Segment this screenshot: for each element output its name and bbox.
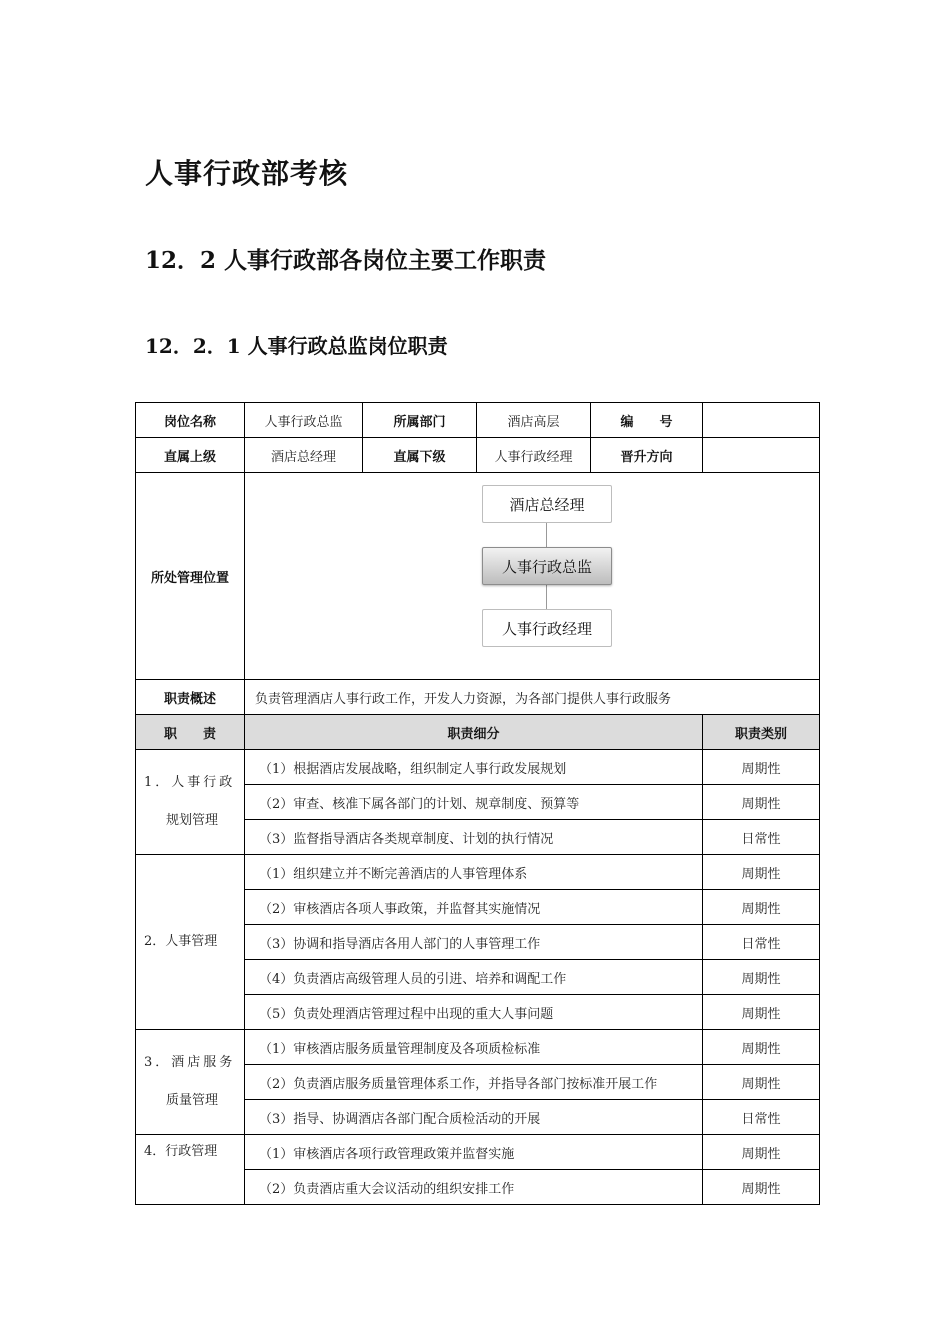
duty-group-line1: 3．酒店服务: [144, 1055, 236, 1070]
duty-group-name: [136, 1030, 245, 1135]
org-node-hr-manager: 人事行政经理: [482, 609, 612, 647]
position-row: [136, 473, 820, 680]
duty-detail: （1）审核酒店各项行政管理政策并监督实施: [245, 1135, 703, 1170]
duty-category: 周期性: [703, 785, 820, 820]
org-node-general-manager: 酒店总经理: [482, 485, 612, 523]
subsection-heading: 12．2．1 人事行政总监岗位职责: [145, 334, 448, 358]
table-row: [136, 750, 820, 785]
org-connector: [546, 521, 547, 547]
duty-group-line1: 1．人事行政: [144, 775, 236, 790]
subordinate-label: 直属下级: [363, 438, 477, 473]
org-chart-cell: [245, 473, 820, 680]
duty-group-line2: 规划管理: [166, 813, 219, 828]
duty-detail: （2）负责酒店重大会议活动的组织安排工作: [245, 1170, 703, 1205]
promotion-value: [703, 438, 820, 473]
superior-label: 直属上级: [136, 438, 245, 473]
summary-label: 职责概述: [136, 680, 245, 715]
duty-detail: （2）审核酒店各项人事政策，并监督其实施情况: [245, 890, 703, 925]
duty-header-row: [136, 715, 820, 750]
section-heading: 12．2 人事行政部各岗位主要工作职责: [145, 247, 547, 274]
code-label: 编 号: [591, 403, 703, 438]
category-header: 职责类别: [703, 715, 820, 750]
position-label: 所处管理位置: [136, 473, 245, 680]
subordinate-value: 人事行政经理: [477, 438, 591, 473]
duty-category: 周期性: [703, 995, 820, 1030]
summary-text: 负责管理酒店人事行政工作，开发人力资源，为各部门提供人事行政服务: [245, 680, 820, 715]
org-connector: [546, 583, 547, 609]
duty-group-name: [136, 750, 245, 855]
duty-table: [135, 402, 820, 1205]
duty-group-name: 4．行政管理: [136, 1135, 245, 1205]
duty-category: 周期性: [703, 1170, 820, 1205]
table-row: [136, 1030, 820, 1065]
duty-header: 职 责: [136, 715, 245, 750]
superior-value: 酒店总经理: [245, 438, 363, 473]
duty-category: 周期性: [703, 1030, 820, 1065]
duty-category: 周期性: [703, 890, 820, 925]
info-row-1: [136, 403, 820, 438]
dept-value: 酒店高层: [477, 403, 591, 438]
org-node-hr-director: 人事行政总监: [482, 547, 612, 585]
duty-category: 日常性: [703, 925, 820, 960]
duty-group-line2: 质量管理: [166, 1093, 219, 1108]
code-value: [703, 403, 820, 438]
duty-detail: （1）组织建立并不断完善酒店的人事管理体系: [245, 855, 703, 890]
duty-category: 日常性: [703, 1100, 820, 1135]
post-name-label: 岗位名称: [136, 403, 245, 438]
duty-group-name: 2．人事管理: [136, 855, 245, 1030]
post-name-value: 人事行政总监: [245, 403, 363, 438]
dept-label: 所属部门: [363, 403, 477, 438]
detail-header: 职责细分: [245, 715, 703, 750]
duty-detail: （2）审查、核准下属各部门的计划、规章制度、预算等: [245, 785, 703, 820]
duty-detail: （4）负责酒店高级管理人员的引进、培养和调配工作: [245, 960, 703, 995]
duty-category: 周期性: [703, 855, 820, 890]
table-row: [136, 1135, 820, 1170]
duty-category: 周期性: [703, 960, 820, 995]
summary-row: [136, 680, 820, 715]
duty-detail: （1）根据酒店发展战略，组织制定人事行政发展规划: [245, 750, 703, 785]
duty-category: 周期性: [703, 1135, 820, 1170]
promotion-label: 晋升方向: [591, 438, 703, 473]
table-row: [136, 855, 820, 890]
duty-detail: （5）负责处理酒店管理过程中出现的重大人事问题: [245, 995, 703, 1030]
duty-detail: （3）指导、协调酒店各部门配合质检活动的开展: [245, 1100, 703, 1135]
duty-detail: （3）协调和指导酒店各用人部门的人事管理工作: [245, 925, 703, 960]
page-title: 人事行政部考核: [145, 157, 349, 190]
duty-detail: （2）负责酒店服务质量管理体系工作，并指导各部门按标准开展工作: [245, 1065, 703, 1100]
org-chart: [245, 473, 819, 679]
duty-detail: （3）监督指导酒店各类规章制度、计划的执行情况: [245, 820, 703, 855]
duty-category: 日常性: [703, 820, 820, 855]
duty-detail: （1）审核酒店服务质量管理制度及各项质检标准: [245, 1030, 703, 1065]
duty-category: 周期性: [703, 750, 820, 785]
duty-category: 周期性: [703, 1065, 820, 1100]
info-row-2: [136, 438, 820, 473]
